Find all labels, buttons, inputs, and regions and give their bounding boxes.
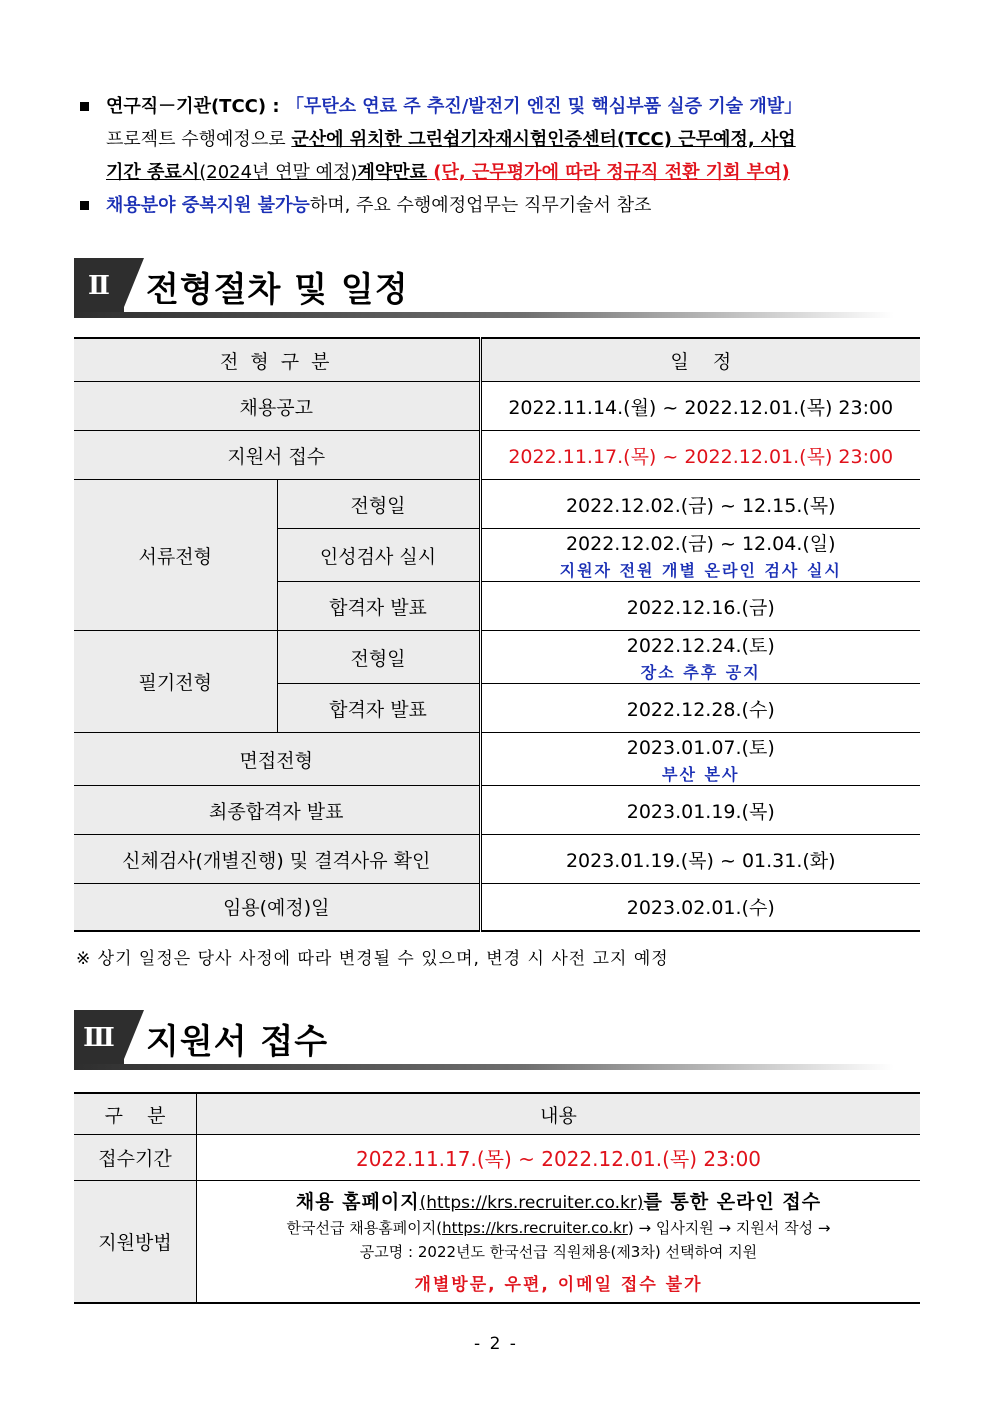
row-label: 지원서 접수: [74, 431, 480, 480]
recruit-site-link-2[interactable]: https://krs.recruiter.co.kr: [442, 1219, 628, 1238]
method-steps: [197, 1216, 920, 1264]
intro-bullets: [76, 90, 926, 222]
row-label: 전형일: [277, 480, 480, 529]
section-wedge: [122, 1010, 144, 1064]
header-schedule: 일 정: [480, 338, 920, 382]
method-main-text: 채용 홈페이지: [295, 1191, 420, 1214]
method-main: [197, 1187, 920, 1214]
project-title: 「무탄소 연료 주 추진/발전기 엔진 및 핵심부품 실증 기술 개발」: [285, 96, 803, 117]
table-row: [74, 431, 920, 480]
section-header-application: [74, 1010, 920, 1072]
table-row: [74, 382, 920, 431]
header-category: 전 형 구 분: [74, 338, 480, 382]
table-header-row: [74, 1093, 920, 1135]
header-content: 내용: [197, 1093, 921, 1135]
row-date-cell: [480, 529, 920, 582]
row-date: 2022.12.02.(금) ~ 12.04.(일): [565, 533, 836, 555]
position-label: 연구직－기관(TCC) :: [106, 96, 286, 117]
row-date: 2022.12.24.(토): [626, 635, 775, 657]
schedule-note: ※ 상기 일정은 당사 사정에 따라 변경될 수 있으며, 변경 시 사전 고지 예정: [76, 949, 669, 969]
schedule-table: [74, 337, 920, 932]
contract-expire: 계약만료: [357, 162, 428, 183]
application-table: [74, 1092, 920, 1304]
row-label: 면접전형: [74, 733, 480, 786]
row-date: 2022.12.28.(수): [480, 684, 920, 733]
work-location: 군산에 위치한 그린쉽기자재시험인증센터(TCC) 근무예정, 사업: [291, 129, 796, 150]
section-number: Ⅲ: [74, 1010, 124, 1064]
row-label: 임용(예정)일: [74, 884, 480, 931]
section-title: 지원서 접수: [146, 1022, 329, 1062]
bullet-research-position: [76, 90, 926, 189]
group-label: 서류전형: [74, 480, 277, 631]
contract-end-date: (2024년 연말 예정): [199, 162, 358, 183]
duplicate-rest: 하며, 주요 수행예정업무는 직무기술서 참조: [309, 195, 652, 216]
row-date: 2022.11.14.(월) ~ 2022.12.01.(목) 23:00: [480, 382, 920, 431]
table-row: [74, 733, 920, 786]
row-label: 전형일: [277, 631, 480, 684]
section-rule: [74, 312, 894, 318]
group-label: 필기전형: [74, 631, 277, 733]
row-date: 2023.01.07.(토): [626, 737, 775, 759]
row-note: 지원자 전원 개별 온라인 검사 실시: [559, 561, 842, 580]
row-note: 부산 본사: [662, 765, 740, 784]
method-step-text: 공고명 : 2022년도 한국선급 직원채용(제3차) 선택하여 지원: [359, 1243, 758, 1262]
row-label: 채용공고: [74, 382, 480, 431]
section-title: 전형절차 및 일정: [146, 270, 409, 310]
row-label: 인성검사 실시: [277, 529, 480, 582]
row-date: 2023.01.19.(목) ~ 01.31.(화): [480, 835, 920, 884]
row-label: 접수기간: [74, 1135, 197, 1181]
table-header-row: [74, 338, 920, 382]
bullet-square-icon: [80, 102, 89, 111]
row-date-cell: [480, 631, 920, 684]
section-header-schedule: [74, 258, 920, 320]
table-row: [74, 786, 920, 835]
header-category: 구 분: [74, 1093, 197, 1135]
table-row: [74, 480, 920, 529]
bullet-square-icon: [80, 201, 89, 210]
row-label: 최종합격자 발표: [74, 786, 480, 835]
section-wedge: [122, 258, 144, 312]
table-row: [74, 835, 920, 884]
method-step-text: ) → 입사지원 → 지원서 작성 →: [627, 1219, 831, 1238]
section-number: Ⅱ: [74, 258, 124, 312]
row-label: 합격자 발표: [277, 582, 480, 631]
table-row: [74, 631, 920, 684]
method-main-text: 를 통한 온라인 접수: [643, 1191, 822, 1214]
row-date: 2022.12.02.(금) ~ 12.15.(목): [480, 480, 920, 529]
table-row: [74, 1135, 920, 1181]
method-warning: 개별방문, 우편, 이메일 접수 불가: [414, 1275, 703, 1296]
row-note: 장소 추후 공지: [640, 663, 761, 682]
recruit-site-link[interactable]: (https://krs.recruiter.co.kr): [419, 1193, 644, 1214]
page-number: - 2 -: [474, 1334, 518, 1354]
table-row: [74, 884, 920, 931]
row-label: 신체검사(개별진행) 및 결격사유 확인: [74, 835, 480, 884]
duplicate-warning: 채용분야 중복지원 불가능: [106, 195, 310, 216]
method-step-text: 한국선급 채용홈페이지(: [286, 1219, 443, 1238]
row-date: 2023.01.19.(목): [480, 786, 920, 835]
row-date-cell: [480, 733, 920, 786]
bullet-duplicate-application: [76, 189, 926, 222]
contract-end: 기간 종료시: [106, 162, 200, 183]
table-row: [74, 1181, 920, 1303]
row-label: 합격자 발표: [277, 684, 480, 733]
application-period: 2022.11.17.(목) ~ 2022.12.01.(목) 23:00: [197, 1135, 921, 1181]
row-date: 2022.11.17.(목) ~ 2022.12.01.(목) 23:00: [480, 431, 920, 480]
project-text: 프로젝트 수행예정으로: [106, 129, 292, 150]
row-date: 2022.12.16.(금): [480, 582, 920, 631]
section-rule: [74, 1064, 894, 1070]
row-label: 지원방법: [74, 1181, 197, 1303]
conversion-note: (단, 근무평가에 따라 정규직 전환 기회 부여): [427, 162, 790, 183]
method-cell: [197, 1181, 921, 1303]
row-date: 2023.02.01.(수): [480, 884, 920, 931]
